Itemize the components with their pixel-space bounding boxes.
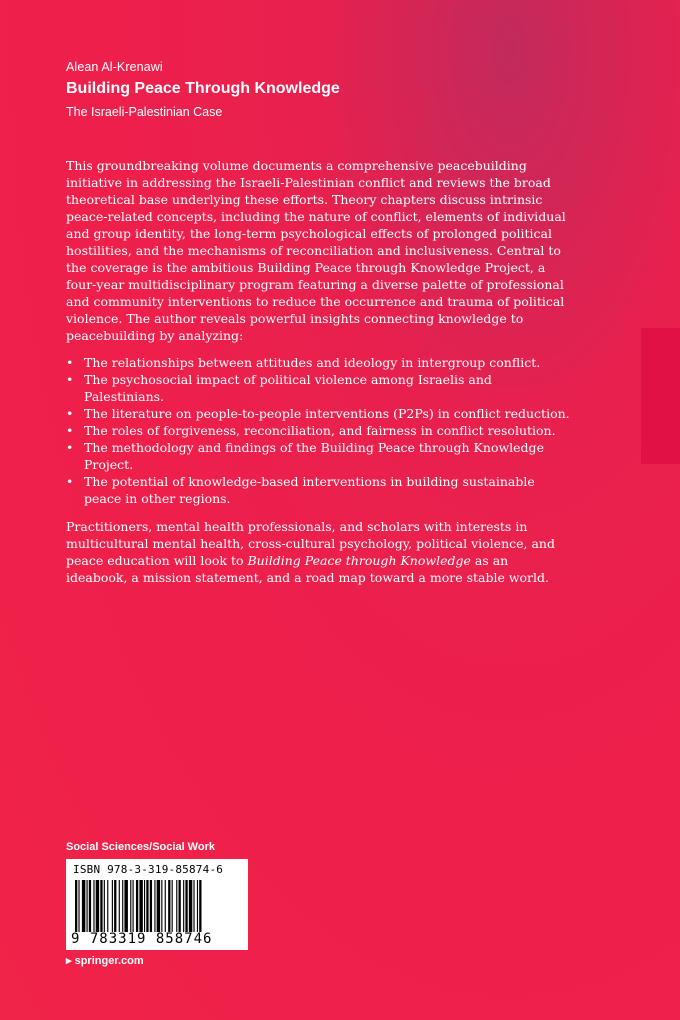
footer	[66, 841, 248, 967]
blurb	[66, 157, 570, 586]
barcode-bar	[144, 880, 145, 932]
barcode-bar	[179, 880, 181, 932]
barcode-bar	[96, 880, 99, 932]
barcode-bar	[165, 880, 166, 932]
barcode-bar	[87, 880, 88, 932]
barcode-bar	[78, 880, 79, 932]
barcode-bar	[89, 880, 91, 932]
barcode-bars	[75, 880, 241, 932]
bullet-item: • The methodology and findings of the Building Peace through Knowledge Project.	[66, 439, 570, 473]
barcode-bar	[199, 880, 201, 932]
bullet-item: • The psychosocial impact of political violence among Israelis and Palestinians.	[66, 371, 570, 405]
barcode-bar	[168, 880, 170, 932]
barcode-bar	[157, 880, 160, 932]
closing-text-end: as an ideabook, a mission statement, and a road map toward a more stable world.	[66, 553, 550, 585]
isbn-label: ISBN 978-3-319-85874-6	[73, 863, 224, 876]
barcode-bar	[100, 880, 102, 932]
barcode-digits: 9 783319 858746	[71, 931, 213, 947]
blurb-intro: This groundbreaking volume documents a comprehensive peacebuilding initiative in addressing the Israeli-Palestinian conflict and reviews the broad theoretical base underlying these efforts. Theory chapters discuss intrinsic peace-related concepts, including the nature of conflict, elements of individual and group identity, the long-term psychological effects of prolonged political hostilities, and the mechanisms of reconciliation and inclusiveness. Central to the coverage is the ambitious Building Peace through Knowledge Project, a four-year multidisciplinary program featuring a diverse palette of professional and community interventions to reduce the occurrence and trauma of political violence. The author reveals powerful insights connecting knowledge to peacebuilding by analyzing:	[66, 158, 566, 343]
publisher-link[interactable]: ▸ springer.com	[66, 955, 144, 967]
barcode-bar	[107, 880, 108, 932]
header	[66, 60, 340, 119]
barcode-bar	[189, 880, 192, 932]
barcode-bar	[139, 880, 142, 932]
barcode-bar	[104, 880, 105, 932]
barcode-bar	[146, 880, 148, 932]
bullet-item: • The roles of forgiveness, reconciliation, and fairness in conflict resolution.	[66, 422, 570, 439]
barcode-bar	[136, 880, 138, 932]
barcode-bar	[133, 880, 134, 932]
book-subtitle: The Israeli-Palestinian Case	[66, 105, 223, 119]
barcode-bar	[130, 880, 131, 932]
barcode-bar	[176, 880, 177, 932]
barcode-bar	[119, 880, 120, 932]
barcode-bar	[193, 880, 194, 932]
barcode-bar	[114, 880, 116, 932]
barcode-bar	[172, 880, 173, 932]
barcode-bar	[185, 880, 187, 932]
barcode-bar	[197, 880, 198, 932]
bullet-list	[66, 354, 570, 507]
side-tab	[641, 328, 680, 464]
barcode-bar	[93, 880, 94, 932]
barcode	[66, 859, 248, 950]
barcode-bar	[112, 880, 113, 932]
author-name: Alean Al-Krenawi	[66, 60, 163, 74]
bullet-item: • The potential of knowledge-based interventions in building sustainable peace in other regions.	[66, 473, 570, 507]
barcode-bar	[150, 880, 152, 932]
blurb-closing	[66, 518, 570, 586]
closing-text-start: Practitioners, mental health professionals, and scholars with interests in multicultural mental health, cross-cultural psychology, political violence, and peace education will look to	[66, 519, 555, 568]
subject-category: Social Sciences/Social Work	[66, 841, 215, 853]
barcode-bar	[161, 880, 162, 932]
bullet-item: • The literature on people-to-people interventions (P2Ps) in conflict reduction.	[66, 405, 570, 422]
barcode-bar	[124, 880, 127, 932]
barcode-bar	[75, 880, 77, 932]
barcode-bar	[122, 880, 123, 932]
bullet-item: • The relationships between attitudes and ideology in intergroup conflict.	[66, 354, 570, 371]
book-title: Building Peace Through Knowledge	[66, 80, 340, 97]
closing-book-title: Building Peace through Knowledge	[247, 553, 471, 568]
barcode-bar	[154, 880, 155, 932]
barcode-bar	[183, 880, 184, 932]
barcode-bar	[82, 880, 85, 932]
